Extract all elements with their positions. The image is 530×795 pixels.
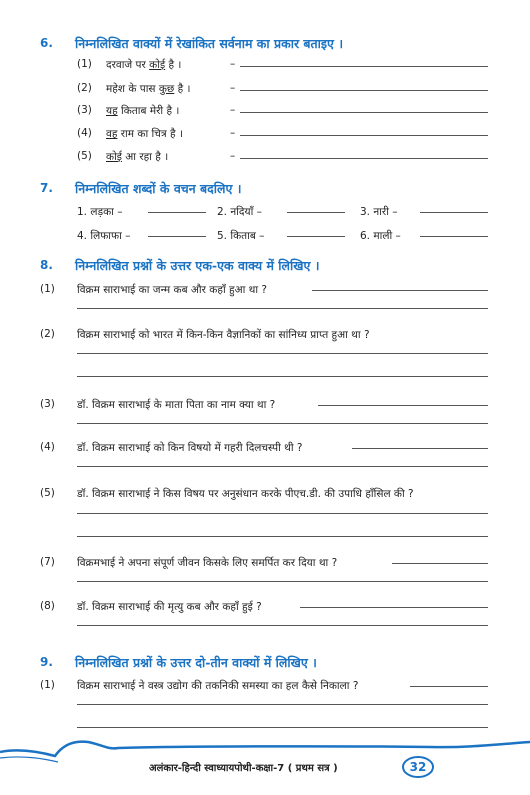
footer-title: अलंकार-हिन्दी स्वाध्यायपोथी-कक्षा-7 ( प्रथम सत्र ) bbox=[149, 763, 338, 774]
answer-line bbox=[240, 135, 488, 136]
answer-line bbox=[240, 90, 488, 91]
q8-item-text: विक्रम साराभाई को भारत में किन-किन वैज्ञानिकों का सांनिध्य प्राप्त हुआ था ? bbox=[77, 329, 370, 341]
q7-item-1: 1. लड़का – bbox=[77, 206, 123, 218]
q8-item-num: (1) bbox=[40, 283, 55, 295]
answer-line bbox=[300, 607, 488, 608]
q6-item-underlined: कोई bbox=[149, 59, 166, 71]
q8-item-text: विक्रम साराभाई का जन्म कब और कहाँ हुआ था ? bbox=[77, 284, 267, 296]
q8-item-num: (5) bbox=[40, 487, 55, 499]
q6-item-post: किताब मेरी है । bbox=[117, 105, 180, 117]
answer-line bbox=[318, 405, 488, 406]
answer-line bbox=[287, 212, 345, 213]
answer-line bbox=[352, 448, 488, 449]
q6-item-num: (3) bbox=[77, 104, 92, 116]
q6-item-dash: – bbox=[230, 58, 236, 70]
q6-number: 6. bbox=[40, 36, 53, 50]
q7-item-6: 6. माली – bbox=[360, 230, 401, 242]
answer-line bbox=[410, 686, 488, 687]
q8-item-text: डॉ. विक्रम साराभाई के माता पिता का नाम क्या था ? bbox=[77, 399, 276, 411]
q7-item-5: 5. किताब – bbox=[217, 230, 265, 242]
q8-title: निम्नलिखित प्रश्नों के उत्तर एक-एक वाक्य में लिखिए । bbox=[75, 258, 320, 273]
q8-item-text: विक्रमभाई ने अपना संपूर्ण जीवन किसके लिए समर्पित कर दिया था ? bbox=[77, 557, 338, 569]
q6-item-num: (4) bbox=[77, 127, 92, 139]
answer-line bbox=[392, 563, 488, 564]
q9-item-text: विक्रम साराभाई ने वस्त्र उद्योग की तकनिकी समस्या का हल कैसे निकाला ? bbox=[77, 680, 359, 692]
q8-item-num: (2) bbox=[40, 328, 55, 340]
q6-item-dash: – bbox=[230, 104, 236, 116]
q7-number: 7. bbox=[40, 181, 53, 195]
q8-item-num: (3) bbox=[40, 398, 55, 410]
q6-item-underlined: कुछ bbox=[158, 83, 175, 95]
answer-line bbox=[77, 353, 488, 354]
answer-line bbox=[240, 158, 488, 159]
answer-line bbox=[77, 625, 488, 626]
q8-item-text: डॉ. विक्रम साराभाई को किन विषयो में गहरी दिलचस्पी थी ? bbox=[77, 442, 303, 454]
answer-line bbox=[77, 581, 488, 582]
answer-line bbox=[148, 212, 206, 213]
answer-line bbox=[420, 236, 488, 237]
q9-title: निम्नलिखित प्रश्नों के उत्तर दो-तीन वाक्यों में लिखिए । bbox=[75, 655, 317, 670]
q8-item-text: डॉ. विक्रम साराभाई की मृत्यु कब और कहाँ हुई ? bbox=[77, 601, 262, 613]
answer-line bbox=[77, 376, 488, 377]
answer-line bbox=[148, 236, 206, 237]
q6-item-dash: – bbox=[230, 150, 236, 162]
q6-item-dash: – bbox=[230, 82, 236, 94]
answer-line bbox=[420, 212, 488, 213]
answer-line bbox=[240, 112, 488, 113]
answer-line bbox=[77, 513, 488, 514]
q6-item-underlined: वह bbox=[106, 128, 118, 140]
answer-line bbox=[77, 466, 488, 467]
q7-item-4: 4. लिफाफा – bbox=[77, 230, 131, 242]
q6-item-post: आ रहा है । bbox=[121, 151, 169, 163]
q9-item-num: (1) bbox=[40, 679, 55, 691]
q8-item-num: (7) bbox=[40, 556, 55, 568]
q8-item-text: डॉ. विक्रम साराभाई ने किस विषय पर अनुसंधान करके पीएच.डी. की उपाधि हाँसिल की ? bbox=[77, 488, 414, 500]
q9-number: 9. bbox=[40, 655, 53, 669]
q6-item-num: (5) bbox=[77, 150, 92, 162]
q8-item-num: (8) bbox=[40, 600, 55, 612]
answer-line bbox=[77, 308, 488, 309]
q6-item-dash: – bbox=[230, 127, 236, 139]
answer-line bbox=[240, 66, 488, 67]
q8-number: 8. bbox=[40, 258, 53, 272]
answer-line bbox=[77, 423, 488, 424]
q7-item-2: 2. नदियाँ – bbox=[217, 206, 262, 218]
answer-line bbox=[287, 236, 345, 237]
q6-item-underlined: कोई bbox=[106, 151, 122, 163]
q6-item-underlined: यह bbox=[106, 105, 118, 117]
answer-line bbox=[77, 704, 488, 705]
q6-item-post: है । bbox=[174, 83, 191, 95]
page-number: 32 bbox=[409, 760, 427, 774]
q6-item-post: है । bbox=[165, 59, 182, 71]
answer-line bbox=[77, 536, 488, 537]
q7-title: निम्नलिखित शब्दों के वचन बदलिए । bbox=[75, 181, 242, 196]
q6-item-post: राम का चित्र है । bbox=[117, 128, 183, 140]
q7-item-3: 3. नारी – bbox=[360, 206, 398, 218]
q6-title: निम्नलिखित वाक्यों में रेखांकित सर्वनाम का प्रकार बताइए । bbox=[75, 36, 344, 51]
q6-item-pre: महेश के पास bbox=[106, 83, 159, 95]
q6-item-pre: दरवाजे पर bbox=[106, 59, 150, 71]
answer-line bbox=[312, 290, 488, 291]
q6-item-num: (2) bbox=[77, 82, 92, 94]
q8-item-num: (4) bbox=[40, 441, 55, 453]
q6-item-num: (1) bbox=[77, 58, 92, 70]
